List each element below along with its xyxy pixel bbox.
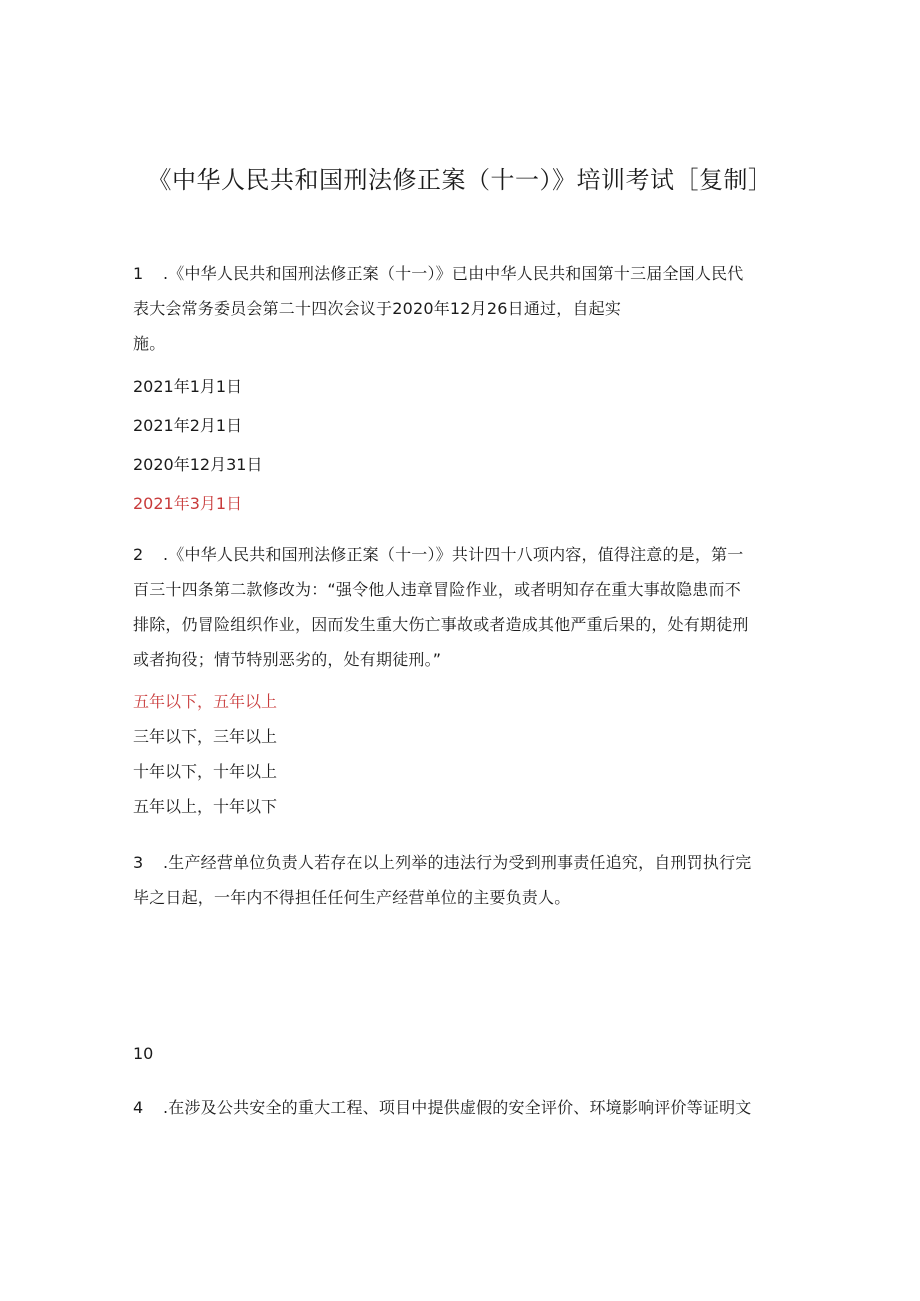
question-1-option-d-correct[interactable]: 2021年3月1日 (133, 494, 243, 513)
question-1-option-b[interactable]: 2021年2月1日 (133, 416, 243, 435)
question-2-option-d[interactable]: 五年以上，十年以下 (133, 797, 278, 816)
question-2-text (133, 537, 789, 677)
question-4-text (133, 1090, 789, 1125)
question-number: 2 (133, 545, 144, 564)
question-2-option-b[interactable]: 三年以下，三年以上 (133, 727, 278, 746)
question-line: 施。 (133, 334, 166, 353)
question-line (133, 845, 789, 880)
question-2-option-c[interactable]: 十年以下，十年以上 (133, 762, 278, 781)
question-line: 百三十四条第二款修改为：“强令他人违章冒险作业，或者明知存在重大事故隐患而不 (133, 580, 741, 599)
question-3-answer: 10 (133, 1044, 154, 1063)
question-2-option-a-correct[interactable]: 五年以下，五年以上 (133, 692, 278, 711)
question-line (133, 256, 789, 291)
question-1-option-a[interactable]: 2021年1月1日 (133, 377, 243, 396)
question-number: 1 (133, 264, 144, 283)
question-number: 3 (133, 853, 144, 872)
page-title: 《中华人民共和国刑法修正案（十一）》培训考试［复制］ (147, 166, 773, 194)
question-line: 表大会常务委员会第二十四次会议于2020年12月26日通过，自起实 (133, 299, 622, 318)
question-1-option-c[interactable]: 2020年12月31日 (133, 455, 263, 474)
question-line-text: .生产经营单位负责人若存在以上列举的违法行为受到刑事责任追究，自刑罚执行完 (163, 853, 752, 872)
question-line-text: .《中华人民共和国刑法修正案（十一）》共计四十八项内容，值得注意的是，第一 (163, 545, 744, 564)
question-3-text (133, 845, 789, 915)
question-line (133, 1090, 789, 1125)
question-line: 毕之日起，一年内不得担任任何生产经营单位的主要负责人。 (133, 888, 571, 907)
question-line-text: .在涉及公共安全的重大工程、项目中提供虚假的安全评价、环境影响评价等证明文 (163, 1098, 752, 1117)
question-line: 排除，仍冒险组织作业，因而发生重大伤亡事故或者造成其他严重后果的，处有期徒刑 (133, 615, 749, 634)
question-line (133, 537, 789, 572)
question-line: 或者拘役；情节特别恶劣的，处有期徒刑。” (133, 650, 442, 669)
question-number: 4 (133, 1098, 144, 1117)
question-1-text (133, 256, 789, 361)
question-line-text: .《中华人民共和国刑法修正案（十一）》已由中华人民共和国第十三届全国人民代 (163, 264, 744, 283)
